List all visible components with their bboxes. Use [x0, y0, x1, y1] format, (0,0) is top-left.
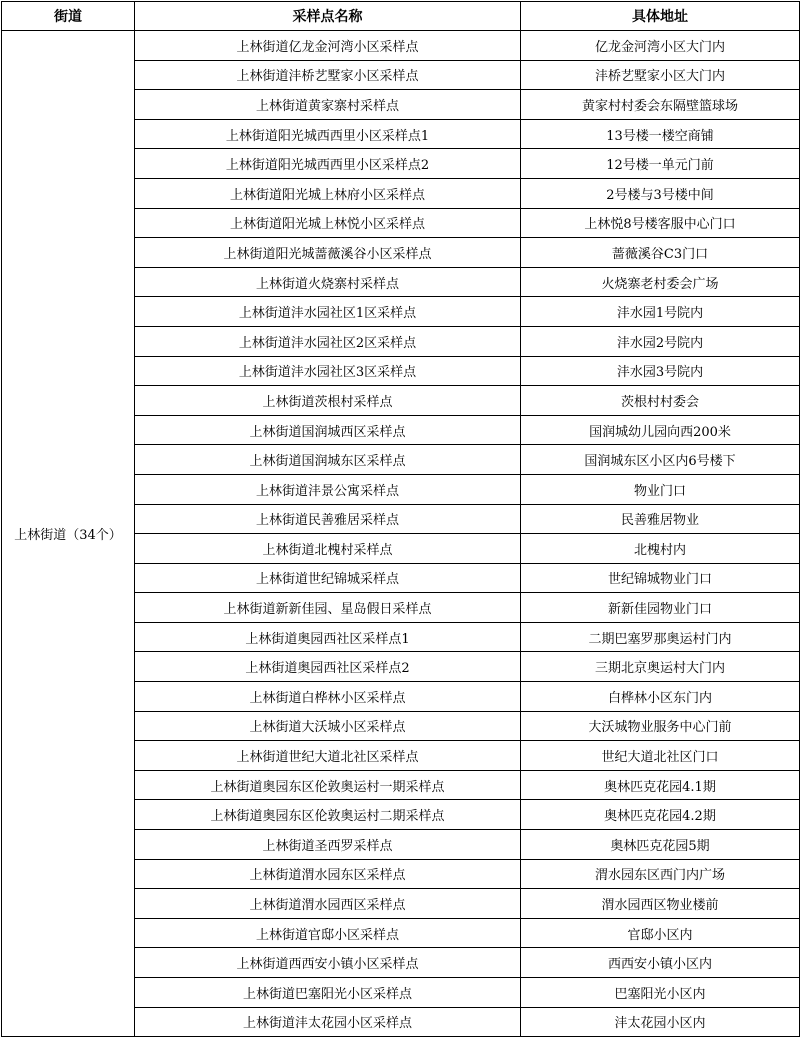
site-name-cell: 上林街道国润城西区采样点	[135, 415, 521, 445]
site-name-cell: 上林街道世纪大道北社区采样点	[135, 741, 521, 771]
site-name-cell: 上林街道大沃城小区采样点	[135, 711, 521, 741]
address-cell: 物业门口	[521, 474, 800, 504]
address-cell: 巴塞阳光小区内	[521, 978, 800, 1008]
address-cell: 沣桥艺墅家小区大门内	[521, 60, 800, 90]
site-name-cell: 上林街道茨根村采样点	[135, 386, 521, 416]
address-cell: 沣水园1号院内	[521, 297, 800, 327]
site-name-cell: 上林街道白桦林小区采样点	[135, 682, 521, 712]
site-name-cell: 上林街道奥园西社区采样点2	[135, 652, 521, 682]
address-cell: 上林悦8号楼客服中心门口	[521, 208, 800, 238]
site-name-cell: 上林街道沣太花园小区采样点	[135, 1007, 521, 1037]
address-cell: 火烧寨老村委会广场	[521, 267, 800, 297]
address-cell: 三期北京奥运村大门内	[521, 652, 800, 682]
address-cell: 民善雅居物业	[521, 504, 800, 534]
site-name-cell: 上林街道沣景公寓采样点	[135, 474, 521, 504]
site-name-cell: 上林街道圣西罗采样点	[135, 830, 521, 860]
site-name-cell: 上林街道新新佳园、星岛假日采样点	[135, 593, 521, 623]
site-name-cell: 上林街道奥园西社区采样点1	[135, 622, 521, 652]
address-cell: 西西安小镇小区内	[521, 948, 800, 978]
address-cell: 黄家村村委会东隔壁篮球场	[521, 90, 800, 120]
address-cell: 沣水园3号院内	[521, 356, 800, 386]
address-cell: 北槐村内	[521, 534, 800, 564]
site-name-cell: 上林街道沣水园社区3区采样点	[135, 356, 521, 386]
address-cell: 大沃城物业服务中心门前	[521, 711, 800, 741]
address-cell: 国润城东区小区内6号楼下	[521, 445, 800, 475]
address-cell: 世纪大道北社区门口	[521, 741, 800, 771]
table-row	[2, 31, 800, 61]
site-name-cell: 上林街道奥园东区伦敦奥运村二期采样点	[135, 800, 521, 830]
sampling-sites-table	[1, 1, 800, 1037]
site-name-cell: 上林街道世纪锦城采样点	[135, 563, 521, 593]
site-name-cell: 上林街道阳光城上林悦小区采样点	[135, 208, 521, 238]
address-cell: 白桦林小区东门内	[521, 682, 800, 712]
address-cell: 沣太花园小区内	[521, 1007, 800, 1037]
address-cell: 2号楼与3号楼中间	[521, 178, 800, 208]
address-cell: 茨根村村委会	[521, 386, 800, 416]
address-cell: 沣水园2号院内	[521, 326, 800, 356]
site-name-cell: 上林街道沣水园社区2区采样点	[135, 326, 521, 356]
site-name-cell: 上林街道官邸小区采样点	[135, 918, 521, 948]
header-row	[2, 2, 800, 31]
header-site-name: 采样点名称	[135, 2, 521, 31]
site-name-cell: 上林街道北槐村采样点	[135, 534, 521, 564]
table-header	[2, 2, 800, 31]
header-district: 街道	[2, 2, 135, 31]
site-name-cell: 上林街道阳光城蔷薇溪谷小区采样点	[135, 238, 521, 268]
address-cell: 渭水园东区西门内广场	[521, 859, 800, 889]
site-name-cell: 上林街道渭水园东区采样点	[135, 859, 521, 889]
address-cell: 奥林匹克花园5期	[521, 830, 800, 860]
address-cell: 奥林匹克花园4.1期	[521, 770, 800, 800]
address-cell: 新新佳园物业门口	[521, 593, 800, 623]
address-cell: 世纪锦城物业门口	[521, 563, 800, 593]
header-address: 具体地址	[521, 2, 800, 31]
address-cell: 12号楼一单元门前	[521, 149, 800, 179]
site-name-cell: 上林街道阳光城上林府小区采样点	[135, 178, 521, 208]
table-body	[2, 31, 800, 1037]
address-cell: 奥林匹克花园4.2期	[521, 800, 800, 830]
address-cell: 蔷薇溪谷C3门口	[521, 238, 800, 268]
district-cell: 上林街道（34个）	[2, 31, 135, 1037]
address-cell: 亿龙金河湾小区大门内	[521, 31, 800, 61]
site-name-cell: 上林街道沣桥艺墅家小区采样点	[135, 60, 521, 90]
site-name-cell: 上林街道沣水园社区1区采样点	[135, 297, 521, 327]
site-name-cell: 上林街道亿龙金河湾小区采样点	[135, 31, 521, 61]
address-cell: 渭水园西区物业楼前	[521, 889, 800, 919]
address-cell: 二期巴塞罗那奥运村门内	[521, 622, 800, 652]
site-name-cell: 上林街道民善雅居采样点	[135, 504, 521, 534]
site-name-cell: 上林街道阳光城西西里小区采样点1	[135, 119, 521, 149]
site-name-cell: 上林街道黄家寨村采样点	[135, 90, 521, 120]
site-name-cell: 上林街道西西安小镇小区采样点	[135, 948, 521, 978]
site-name-cell: 上林街道国润城东区采样点	[135, 445, 521, 475]
site-name-cell: 上林街道巴塞阳光小区采样点	[135, 978, 521, 1008]
site-name-cell: 上林街道阳光城西西里小区采样点2	[135, 149, 521, 179]
address-cell: 国润城幼儿园向西200米	[521, 415, 800, 445]
site-name-cell: 上林街道火烧寨村采样点	[135, 267, 521, 297]
address-cell: 13号楼一楼空商铺	[521, 119, 800, 149]
site-name-cell: 上林街道奥园东区伦敦奥运村一期采样点	[135, 770, 521, 800]
address-cell: 官邸小区内	[521, 918, 800, 948]
site-name-cell: 上林街道渭水园西区采样点	[135, 889, 521, 919]
